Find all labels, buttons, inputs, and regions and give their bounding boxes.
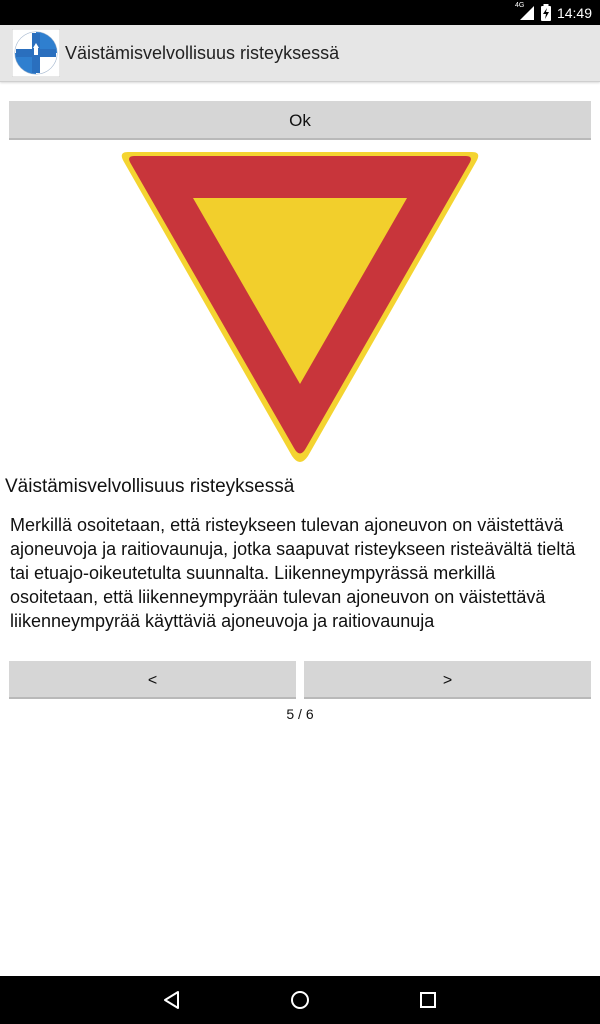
signal-icon [514,1,535,21]
navigation-bar [0,976,600,1024]
next-button[interactable]: > [304,661,591,699]
ok-button[interactable]: Ok [9,101,591,140]
sign-description: Merkillä osoitetaan, että risteykseen tulevan ajoneuvon on väistettävä ajoneuvoja ja raitiovaunuja, jotka saapuvat risteykseen risteävältä tieltä tai etuajo-oikeutetulta suunnalta. Liikenneympyrässä merkillä osoitetaan, että liikenneympyrään tulevan ajoneuvon on väistettävä liikenneympyrää käyttäviä ajoneuvoja ja raitiovaunuja [10,515,576,631]
previous-button[interactable]: < [9,661,296,699]
app-logo-icon [12,29,60,77]
app-title: Väistämisvelvollisuus risteyksessä [65,43,340,63]
network-label: 4G [514,1,525,9]
yield-sign-image [118,148,482,468]
recents-icon[interactable] [398,976,458,1024]
status-bar [0,0,600,25]
status-icons [514,0,592,25]
page-indicator: 5 / 6 [286,706,314,722]
sign-title: Väistämisvelvollisuus risteyksessä [5,476,295,497]
app-bar [0,25,600,82]
back-icon[interactable] [142,976,202,1024]
home-icon[interactable] [270,976,330,1024]
status-time: 14:49 [556,4,592,21]
battery-charging-icon [541,4,551,21]
